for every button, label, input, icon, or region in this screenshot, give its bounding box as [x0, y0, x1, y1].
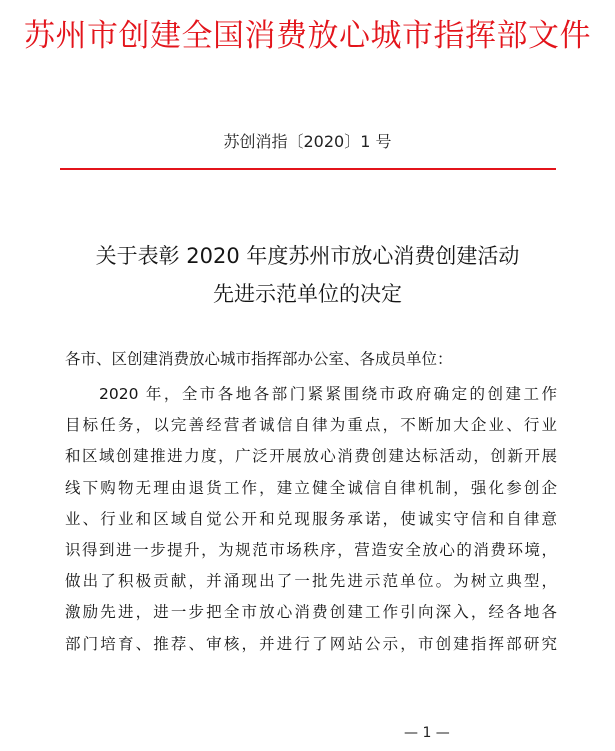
- page-number: — 1 —: [404, 725, 450, 741]
- body-line: 和区域创建推进力度，广泛开展放心消费创建达标活动，创新开展: [65, 447, 557, 466]
- body-line: 目标任务，以完善经营者诚信自律为重点，不断加大企业、行业: [65, 416, 557, 435]
- body-line: 部门培育、推荐、审核，并进行了网站公示，市创建指挥部研究: [65, 634, 557, 653]
- body-paragraph: [65, 379, 557, 660]
- body-line: 激励先进，进一步把全市放心消费创建工作引向深入，经各地各: [65, 603, 557, 622]
- body-line: 2020 年，全市各地各部门紧紧围绕市政府确定的创建工作: [99, 385, 557, 403]
- red-divider-line: [60, 168, 556, 170]
- body-line: 线下购物无理由退货工作，建立健全诚信自律机制，强化参创企: [65, 478, 557, 497]
- document-title: [0, 237, 615, 313]
- document-title-line-2: 先进示范单位的决定: [213, 282, 402, 306]
- document-title-line-1: 关于表彰 2020 年度苏州市放心消费创建活动: [95, 244, 520, 268]
- document-number: 苏创消指〔2020〕1 号: [223, 132, 392, 151]
- salutation: 各市、区创建消费放心城市指挥部办公室、各成员单位：: [65, 350, 453, 368]
- body-line: 识得到进一步提升，为规范市场秩序，营造安全放心的消费环境，: [65, 540, 557, 559]
- agency-header-title: 苏州市创建全国消费放心城市指挥部文件: [24, 18, 591, 54]
- body-line: 做出了积极贡献，并涌现出了一批先进示范单位。为树立典型，: [65, 572, 557, 591]
- body-line: 业、行业和区域自觉公开和兑现服务承诺，使诚实守信和自律意: [65, 509, 557, 528]
